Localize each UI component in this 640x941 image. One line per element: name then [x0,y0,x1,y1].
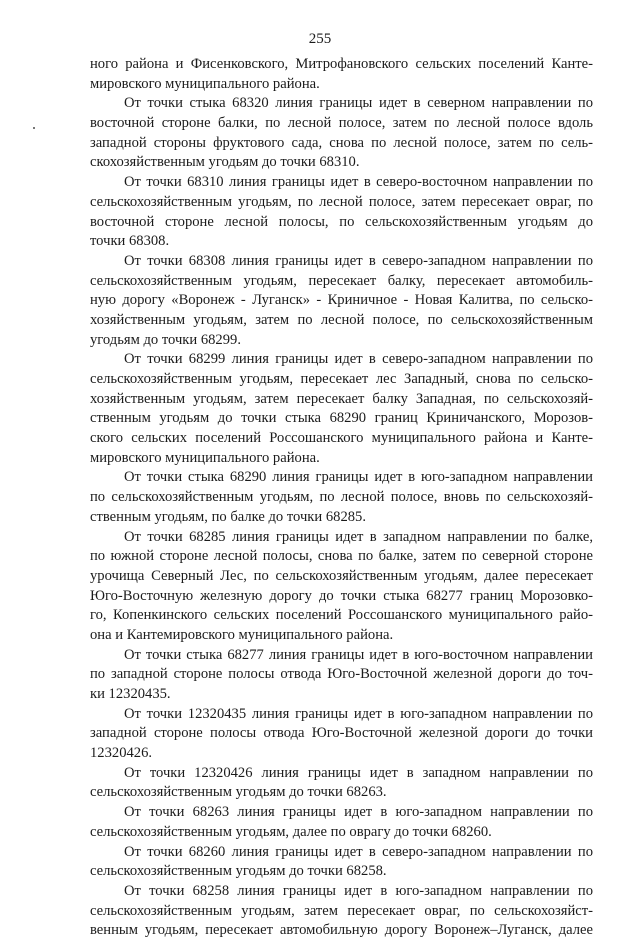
text-line: венным угодьям, пересекает автомобильную дорогу Воронеж–Луганск, далее [90,922,593,939]
text-line: ского сельских поселений Россошанского муниципального района и Канте- [90,430,593,447]
text-line: по западной стороне полосы отвода Юго-Восточной железной дороги до точ- [90,666,593,683]
text-line: От точки 68258 линия границы идет в юго-западном направлении по [124,882,593,899]
text-line: по сельскохозяйственным угодьям, по лесной полосе, вновь по сельскохозяй- [90,489,593,506]
page-number: 255 [308,31,332,47]
text-line: ки 12320435. [90,686,171,702]
text-line: От точки 68263 линия границы идет в юго-западном направлении по [124,804,593,821]
text-line: сельскохозяйственным угодьям, по лесной полосе, затем пересекает овраг, по [90,193,593,210]
text-line: ственным угодьям до точки стыка 68290 границ Криничанского, Морозов- [90,410,593,427]
text-line: ственным угодьям, по балке до точки 68285. [90,508,366,525]
text-line: мировского муниципального района. [90,75,320,92]
text-line: сельскохозяйственным угодьям, пересекает лес Западный, снова по сельско- [90,371,593,387]
text-line: ную дорогу «Воронеж - Луганск» - Криничное - Новая Калитва, по сельско- [90,292,593,309]
text-line: западной стороне полосы отвода Юго-Восточной железной дороги до точки [90,725,593,742]
text-line: От точки стыка 68290 линия границы идет в юго-западном направлении [124,469,593,486]
text-line: 12320426. [90,745,153,762]
text-line: От точки 68310 линия границы идет в северо-восточном направлении по [124,174,593,191]
text-line: сельскохозяйственным угодьям до точки 68263. [90,784,387,801]
document-body [90,55,593,941]
text-line: точки 68308. [90,233,170,250]
text-line: сельскохозяйственным угодьям, затем пересекает овраг, по сельскохозяйст- [90,902,593,919]
text-line: От точки 68308 линия границы идет в северо-западном направлении по [124,252,593,269]
text-line: сельскохозяйственным угодьям, пересекает балку, пересекает автомобиль- [90,272,593,289]
text-line: От точки 68299 линия границы идет в северо-западном направлении по [124,351,593,368]
text-line: хозяйственным угодьям, затем пересекает балку Западная, по сельскохозяй- [90,390,593,407]
text-line: От точки 68260 линия границы идет в северо-западном направлении по [124,843,593,860]
text-line: сельскохозяйственным угодьям до точки 68258. [90,863,387,880]
text-line: мировского муниципального района. [90,449,320,466]
text-line: восточной стороне балки, по лесной полосе, затем по лесной полосе вдоль [90,115,593,132]
text-line: Юго-Восточную железную дорогу до точки стыка 68277 границ Морозовко- [90,587,593,604]
text-line: го, Копенкинского сельских поселений Россошанского муниципального райо- [90,607,593,624]
text-line: сельскохозяйственным угодьям, далее по оврагу до точки 68260. [90,823,492,840]
text-line: От точки стыка 68277 линия границы идет в юго-восточном направлении [124,646,593,663]
text-line: западной стороны фруктового сада, снова по лесной полосе, затем по сель- [90,134,593,151]
text-line: скохозяйственным угодьям до точки 68310. [90,154,360,171]
text-line: по южной стороне лесной полосы, снова по балке, затем по северной стороне [90,548,593,565]
text-line: ного района и Фисенковского, Митрофановского сельских поселений Канте- [90,56,593,72]
text-line: восточной стороне лесной полосы, по сельскохозяйственным угодьям до [90,213,593,230]
text-line: урочища Северный Лес, по сельскохозяйственным угодьям, далее пересекает [90,567,593,584]
text-line: От точки 12320435 линия границы идет в юго-западном направлении по [124,705,593,722]
text-line: хозяйственным угодьям, затем по лесной полосе, по сельскохозяйственным [90,311,593,328]
text-line: она и Кантемировского муниципального района. [90,626,394,643]
text-line: угодьям до точки 68299. [90,331,241,348]
text-line: От точки стыка 68320 линия границы идет в северном направлении по [124,95,593,112]
text-line: От точки 68285 линия границы идет в западном направлении по балке, [124,528,593,545]
text-line: От точки 12320426 линия границы идет в западном направлении по [124,764,593,781]
margin-speck [33,127,35,129]
